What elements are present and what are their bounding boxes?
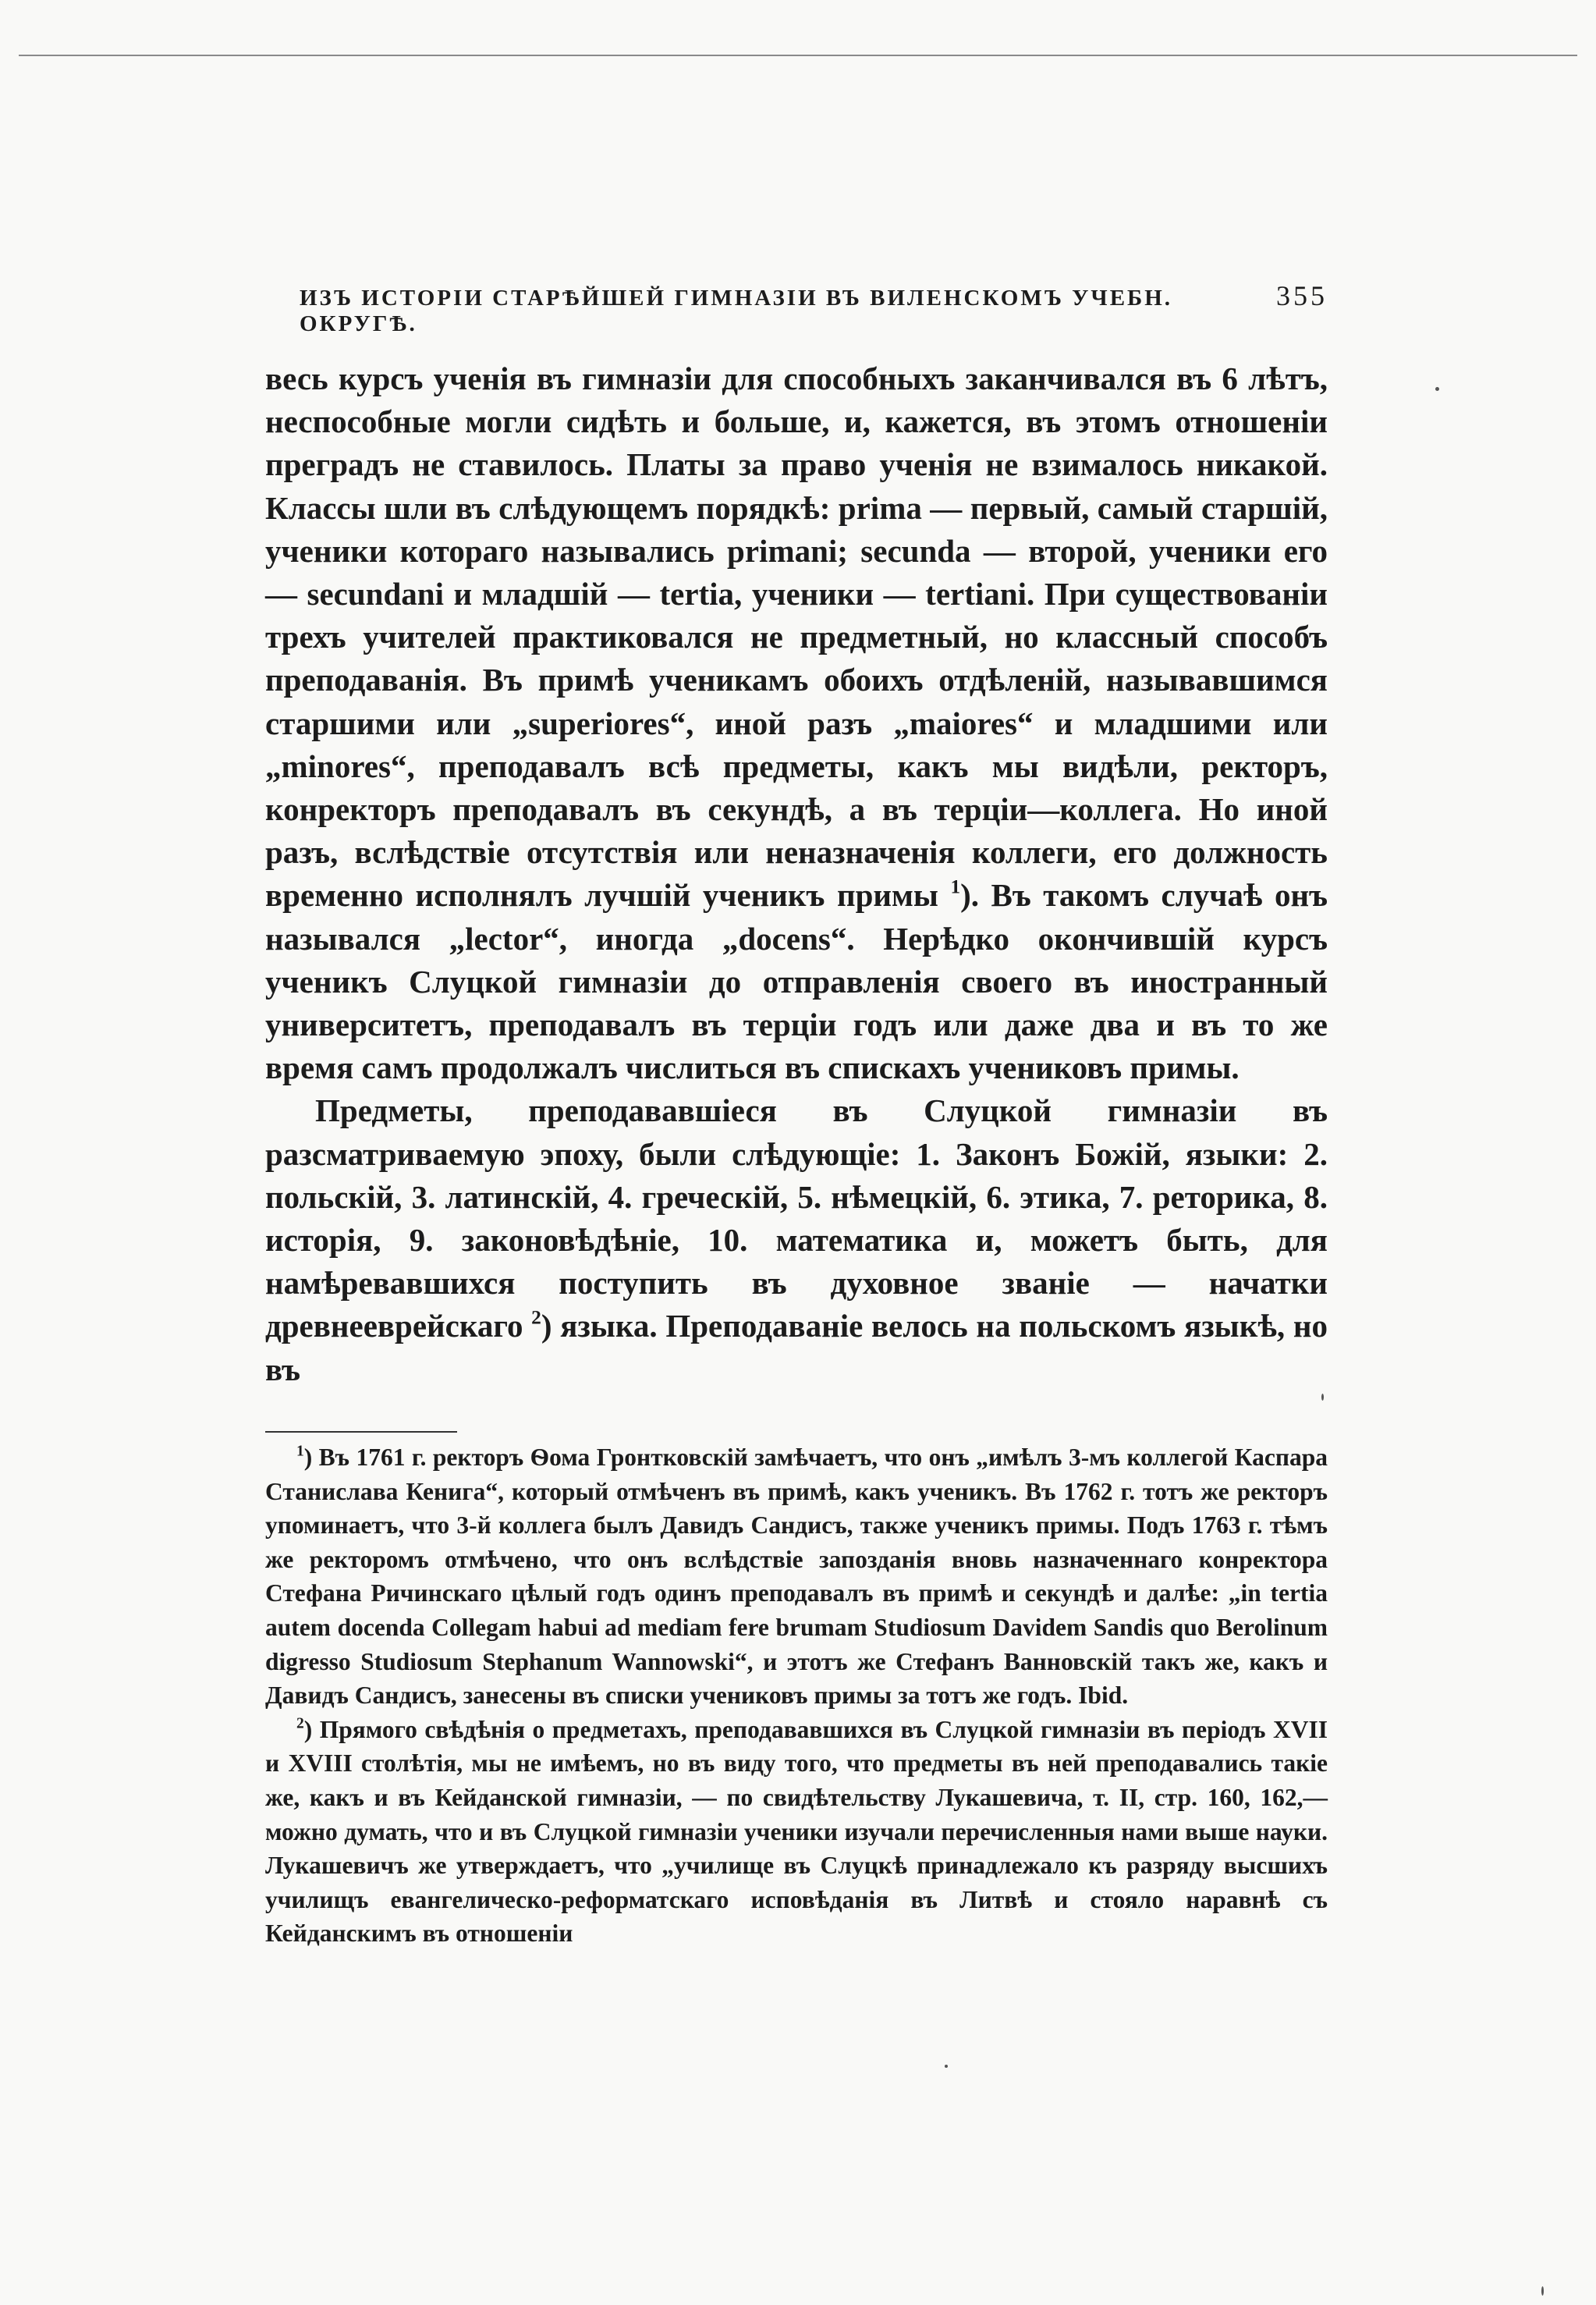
footnote-marker: 1 xyxy=(296,1443,304,1460)
scan-speck xyxy=(945,2065,948,2068)
footnote-marker: 2 xyxy=(296,1715,304,1732)
scan-top-edge-rule xyxy=(19,55,1577,56)
running-header xyxy=(300,279,1328,337)
text-run: ) языка. Преподаваніе велось на польскомъ языкѣ, но въ xyxy=(265,1308,1328,1387)
main-text xyxy=(265,357,1328,1391)
footnote-marker: 2 xyxy=(531,1306,541,1329)
footnote-marker: 1 xyxy=(950,875,961,898)
footnote xyxy=(265,1440,1328,1713)
body-paragraph xyxy=(265,1089,1328,1390)
text-run: Предметы, преподававшіеся въ Слуцкой гимназіи въ разсматриваемую эпоху, были слѣдующіе: 1. Законъ Божій, языки: 2. польскій, 3. латинскій, 4. греческій, 5. нѣмецкій, 6. этика, 7. реторика, 8. исторія, 9. законовѣдѣніе, 10. математика и, можетъ быть, для намѣревавшихся поступить въ духовное званіе — начатки древнееврейскаго xyxy=(265,1092,1328,1344)
footnote-separator xyxy=(265,1431,457,1433)
footnote xyxy=(265,1713,1328,1951)
scan-speck xyxy=(1435,387,1439,391)
text-run: ). Въ такомъ случаѣ онъ назывался „lector“, иногда „docens“. Нерѣдко окончившій курсъ ученикъ Слуцкой гимназіи до отправленія своего въ иностранный университетъ, преподавалъ въ терціи годъ или даже два и въ то же время самъ продолжалъ числиться въ спискахъ учениковъ примы. xyxy=(265,877,1328,1086)
text-run: весь курсъ ученія въ гимназіи для способныхъ заканчивался въ 6 лѣтъ, неспособные могли сидѣть и больше, и, кажется, въ этомъ отношеніи преградъ не ставилось. Платы за право ученія не взималось никакой. Классы шли въ слѣдующемъ порядкѣ: prima — первый, самый старшій, ученики котораго назывались primani; secunda — второй, ученики его — secundani и младшій — tertia, ученики — tertiani. При существованіи трехъ учителей практиковался не предметный, но классный способъ преподаванія. Въ примѣ ученикамъ обоихъ отдѣленій, называвшимся старшими или „superiores“, иной разъ „maiores“ и младшими или „minores“, преподавалъ всѣ предметы, какъ мы видѣли, ректоръ, конректоръ преподавалъ въ секундѣ, а въ терціи—коллега. Но иной разъ, вслѣдствіе отсутствія или неназначенія коллеги, его должность временно исполнялъ лучшій ученикъ примы xyxy=(265,360,1328,914)
running-head-title: ИЗЪ ИСТОРІИ СТАРѢЙШЕЙ ГИМНАЗІИ ВЪ ВИЛЕНСКОМЪ УЧЕБН. ОКРУГѢ. xyxy=(300,286,1173,336)
page-number: 355 xyxy=(1276,280,1328,311)
body-paragraph xyxy=(265,357,1328,1089)
scan-speck xyxy=(1541,2286,1544,2296)
footnote-text: ) Въ 1761 г. ректоръ Ѳома Гронтковскій замѣчаетъ, что онъ „имѣлъ 3-мъ коллегой Каспара Станислава Кенига“, который отмѣченъ въ примѣ, какъ ученикъ. Въ 1762 г. тотъ же ректоръ упоминаетъ, что 3-й коллега былъ Давидъ Сандисъ, также ученикъ примы. Подъ 1763 г. тѣмъ же ректоромъ отмѣчено, что онъ вслѣдствіе запозданія вновь назначеннаго конректора Стефана Ричинскаго цѣлый годъ одинъ преподавалъ въ примѣ и секундѣ и далѣе: „in tertia autem docenda Collegam habui ad mediam fere brumam Studiosum Davidem Sandis quo Berolinum digresso Studiosum Stephanum Wannowski“, и этотъ же Стефанъ Ванновскій такъ же, какъ и Давидъ Сандисъ, занесены въ списки учениковъ примы за тотъ же годъ. Ibid. xyxy=(265,1444,1328,1710)
footnotes xyxy=(265,1440,1328,1951)
footnote-text: ) Прямого свѣдѣнія о предметахъ, преподававшихся въ Слуцкой гимназіи въ періодъ XVII и XVIII столѣтія, мы не имѣемъ, но въ виду того, что предметы въ ней преподавались такіе же, какъ и въ Кейданской гимназіи, — по свидѣтельству Лукашевича, т. II, стр. 160, 162,—можно думать, что и въ Слуцкой гимназіи ученики изучали перечисленныя нами выше науки. Лукашевичъ же утверждаетъ, что „училище въ Слуцкѣ принадлежало къ разряду высшихъ училищъ евангелическо-реформатскаго исповѣданія въ Литвѣ и стояло наравнѣ съ Кейданскимъ въ отношеніи xyxy=(265,1715,1328,1948)
scan-speck xyxy=(1321,1394,1324,1401)
